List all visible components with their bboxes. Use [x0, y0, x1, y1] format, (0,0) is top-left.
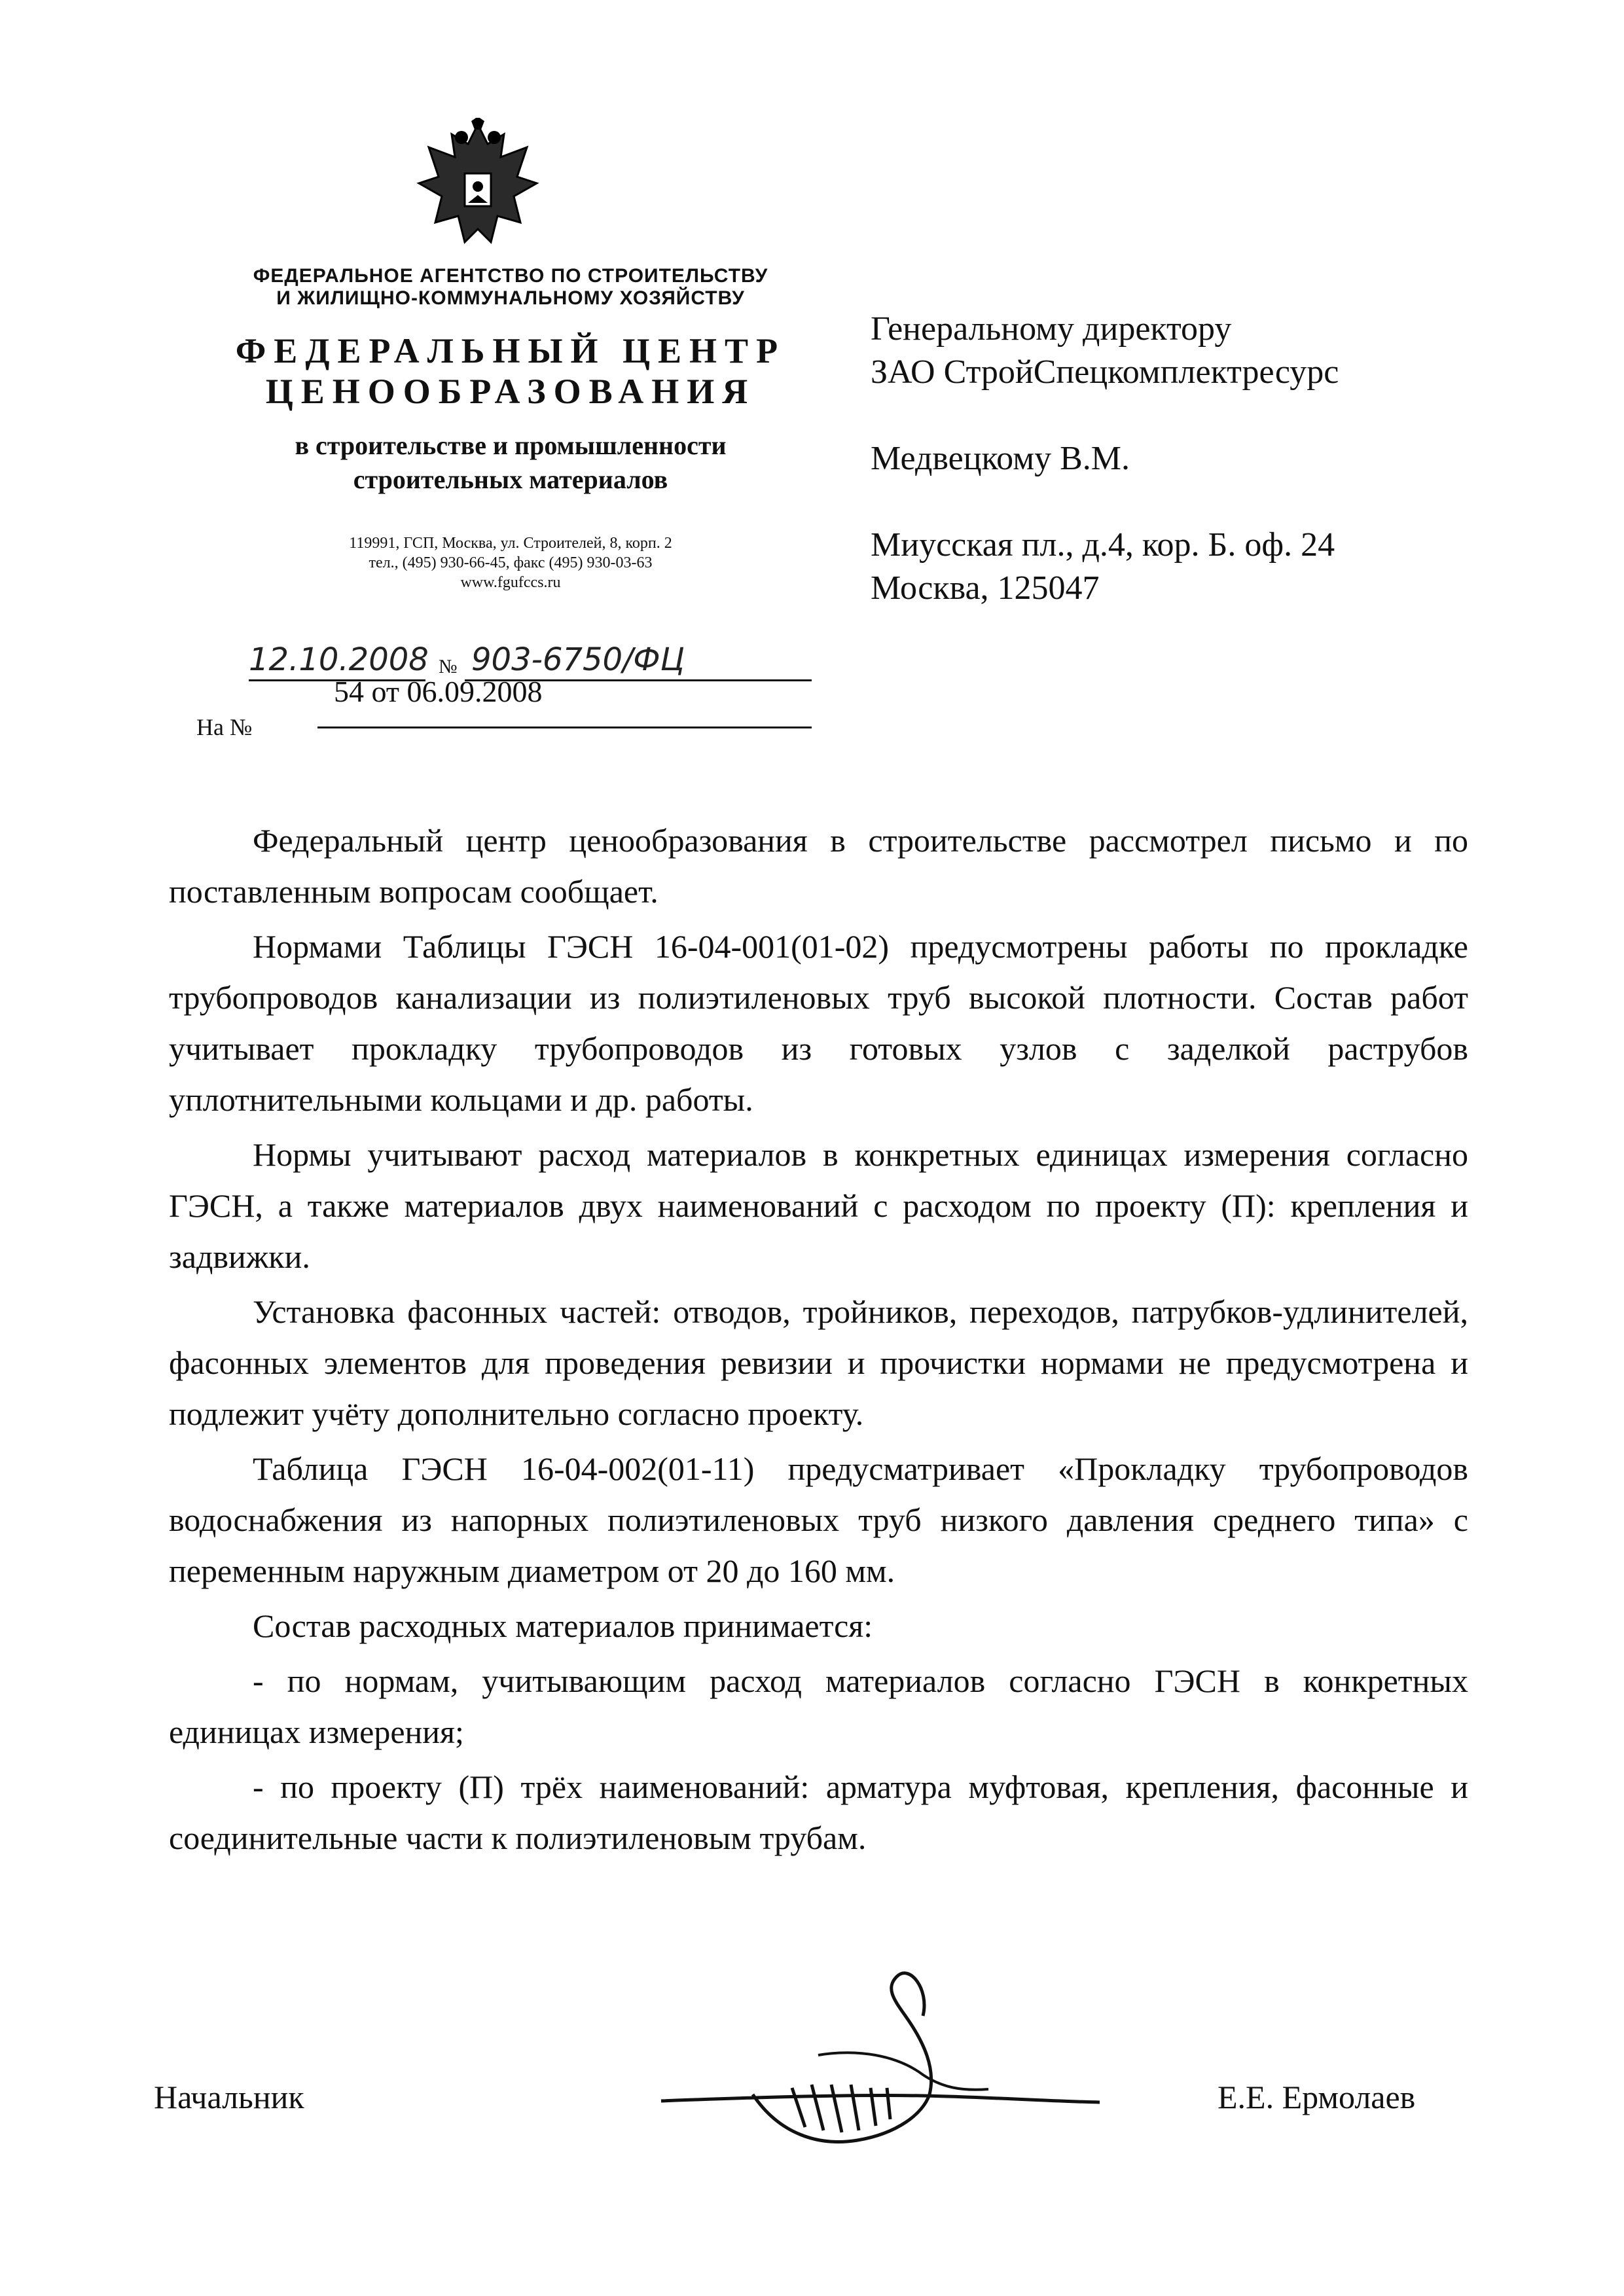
- registration-date: 12.10.2008: [249, 641, 429, 678]
- body-paragraph: Установка фасонных частей: отводов, тройников, переходов, патрубков-удлинителей, фасонных элементов для проведения ревизии и прочистки нормами не предусмотрена и подлежит учёту дополнительно согласно проекту.: [169, 1293, 1468, 1432]
- body-paragraph: Нормы учитывают расход материалов в конкретных единицах измерения согласно ГЭСН, а также материалов двух наименований с расходом по проекту (П): крепления и задвижки.: [169, 1136, 1468, 1275]
- recipient-block: [871, 308, 1558, 610]
- sender-address-line: 119991, ГСП, Москва, ул. Строителей, 8, корп. 2: [349, 535, 672, 552]
- agency-line: И ЖИЛИЩНО-КОММУНАЛЬНОМУ ХОЗЯЙСТВУ: [276, 287, 745, 309]
- center-subtitle-line: строительных материалов: [353, 465, 668, 494]
- center-title: [196, 331, 825, 412]
- center-title-line: ФЕДЕРАЛЬНЫЙ ЦЕНТР: [235, 331, 786, 370]
- body-paragraph: Таблица ГЭСН 16-04-002(01-11) предусматривает «Прокладку трубопроводов водоснабжения из напорных полиэтиленовых труб низкого давления среднего типа» с переменным наружным диаметром от 20 до 160 мм.: [169, 1450, 1468, 1589]
- body-paragraph: Федеральный центр ценообразования в строительстве рассмотрел письмо и по поставленным вопросам сообщает.: [169, 822, 1468, 910]
- body-paragraph: Состав расходных материалов принимается:: [253, 1607, 873, 1644]
- recipient-name: Медвецкому В.М.: [871, 440, 1130, 477]
- letter-body: [169, 815, 1468, 1867]
- agency-name: [223, 265, 799, 310]
- signatory-title: Начальник: [154, 2079, 304, 2115]
- registration-number: 903-6750/ФЦ: [471, 641, 685, 678]
- reference-label: На №: [196, 714, 253, 740]
- signatory-name: Е.Е. Ермолаев: [1218, 2079, 1416, 2115]
- agency-line: ФЕДЕРАЛЬНОЕ АГЕНТСТВО ПО СТРОИТЕЛЬСТВУ: [253, 265, 768, 287]
- sender-address: [223, 533, 799, 592]
- sender-phone-line: тел., (495) 930-66-45, факс (495) 930-03-63: [369, 554, 653, 571]
- recipient-company: ЗАО СтройСпецкомплектресурс: [871, 353, 1339, 391]
- recipient-address: Миусская пл., д.4, кор. Б. оф. 24: [871, 526, 1335, 564]
- sender-website: www.fgufccs.ru: [460, 574, 561, 591]
- registration-number-label: №: [439, 656, 458, 677]
- recipient-position: Генеральному директору: [871, 310, 1232, 348]
- handwritten-signature: [648, 1950, 1106, 2166]
- center-subtitle-line: в строительстве и промышленности: [295, 431, 727, 460]
- body-paragraph: - по нормам, учитывающим расход материалов согласно ГЭСН в конкретных единицах измерения;: [169, 1662, 1468, 1750]
- coat-of-arms-icon: [406, 118, 550, 262]
- body-paragraph: Нормами Таблицы ГЭСН 16-04-001(01-02) предусмотрены работы по прокладке трубопроводов канализации из полиэтиленовых труб высокой плотности. Состав работ учитывает прокладку трубопроводов из готовых узлов с заделкой раструбов уплотнительными кольцами и др. работы.: [169, 928, 1468, 1118]
- center-title-line: ЦЕНООБРАЗОВАНИЯ: [265, 372, 756, 411]
- divider: [317, 726, 812, 728]
- reference-value: 54 от 06.09.2008: [334, 675, 543, 708]
- recipient-city: Москва, 125047: [871, 569, 1100, 607]
- center-subtitle: [196, 429, 825, 497]
- body-paragraph: - по проекту (П) трёх наименований: арматура муфтовая, крепления, фасонные и соединительные части к полиэтиленовым трубам.: [169, 1768, 1468, 1856]
